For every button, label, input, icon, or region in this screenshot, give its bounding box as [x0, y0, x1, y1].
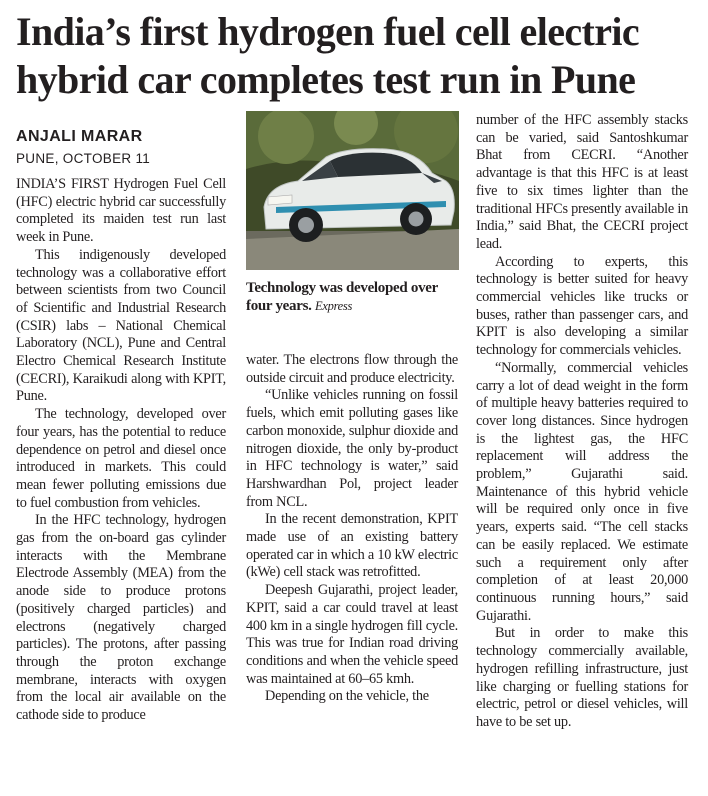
paragraph: “Unlike vehicles running on fossil fuels, which emit polluting gases like carbon monoxide, sulphur dioxide and nitrogen dioxide, the only by-product in HFC technology is water,” said Harshwardhan Pol, project leader from NCL.: [246, 387, 458, 510]
dateline: PUNE, OCTOBER 11: [16, 151, 151, 166]
paragraph: Deepesh Gujarathi, project leader, KPIT, said a car could travel at least 400 km in a single hydrogen fill cycle. This was true for Indian road driving conditions and when the vehicle speed was maintained at 60–65 kmh.: [246, 582, 458, 687]
paragraph: But in order to make this technology commercially available, hydrogen refilling infrastructure, just like charging or fuelling stations for electric, petrol or diesel vehicles, will have to be set up.: [476, 625, 688, 730]
headline-line-1: India’s first hydrogen fuel cell electric: [16, 9, 640, 54]
headline-line-2: hybrid car completes test run in Pune: [16, 57, 636, 102]
car-photo-illustration: [246, 111, 459, 270]
paragraph: This indigenously developed technology was a collaborative effort between scientists from two Council of Scientific and Industrial Research (CSIR) labs – National Chemical Laboratory (NCL), Pune and Central Electro Chemical Research Institute (CECRI), Karaikudi along with KPIT, Pune.: [16, 246, 226, 405]
photo-caption: [246, 279, 460, 315]
paragraph: number of the HFC assembly stacks can be varied, said Santoshkumar Bhat from CECRI. “Another advantage is that this HFC is at least five to six times lighter than the traditional HFCs presently available in India,” said Bhat, the CECRI project lead.: [476, 112, 688, 252]
headline: [16, 8, 696, 104]
paragraph: Depending on the vehicle, the: [265, 688, 429, 705]
caption-text: Technology was developed over four years.: [246, 280, 438, 314]
paragraph: In the recent demonstration, KPIT made use of an existing battery operated car in which a 10 kW electric (kWe) cell stack was retrofitted.: [246, 511, 458, 581]
paragraph: According to experts, this technology is better suited for heavy commercial vehicles like trucks or buses, rather than passenger cars, and KPIT is also developing a similar technology for commercials vehicles.: [476, 253, 688, 359]
paragraph: water. The electrons flow through the outside circuit and produce electricity.: [246, 352, 458, 386]
paragraph: “Normally, commercial vehicles carry a lot of dead weight in the form of multiple heavy batteries required to cover long distances. Since hydrogen is the lightest gas, the HFC replacement will address the problem,” Gujarathi said. Maintenance of this hybrid vehicle will be required only once in five years, experts said. “The cell stacks can be easily replaced. We estimate such a requirement only after completion of at least 20,000 continuous running hours,” said Gujarathi.: [476, 359, 688, 624]
paragraph: The technology, developed over four years, has the potential to reduce dependence on petrol and diesel once introduced in markets. This could mean fewer polluting emissions due to fuel combustion from vehicles.: [16, 406, 226, 511]
car-photo: [246, 111, 459, 270]
article-column-1: [16, 176, 226, 725]
author-byline: ANJALI MARAR: [16, 128, 143, 145]
paragraph: In the HFC technology, hydrogen gas from the on-board gas cylinder interacts with the Membrane Electrode Assembly (MEA) from the anode side to produce protons (positively charged particles) and electrons (negatively charged particles). The protons, after passing through the proton exchange membrane, interacts with oxygen from the local air available on the cathode side to produce: [16, 512, 226, 724]
article-column-2: [246, 352, 458, 706]
article-column-3: [476, 112, 688, 732]
paragraph: INDIA’S FIRST Hydrogen Fuel Cell (HFC) electric hybrid car successfully completed its maiden test run last week in Pune.: [16, 176, 226, 246]
photo-credit: Express: [315, 299, 353, 313]
